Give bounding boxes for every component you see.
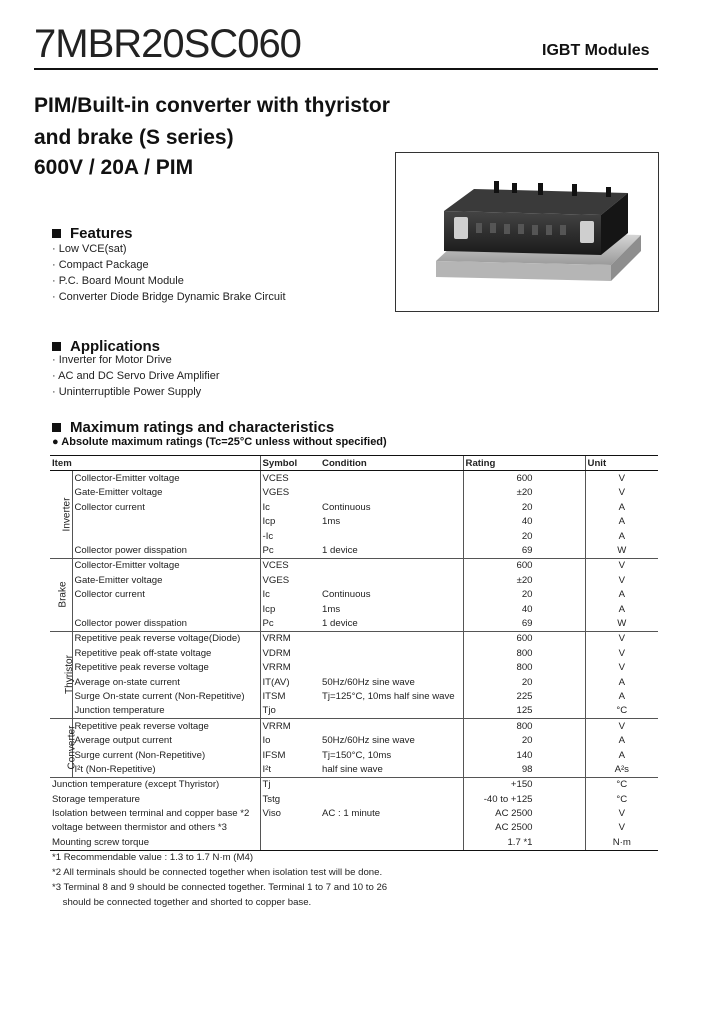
- cell-condition: [320, 558, 463, 573]
- cell-item: Gate-Emitter voltage: [72, 573, 260, 587]
- table-row: [50, 689, 658, 703]
- cell-condition: [320, 704, 463, 719]
- cell-unit: W: [585, 543, 658, 558]
- cell-rating: -40 to +125: [463, 792, 585, 806]
- cell-condition: 1 device: [320, 543, 463, 558]
- cell-symbol: Ic: [260, 500, 320, 514]
- column-header-rating: Rating: [463, 456, 585, 471]
- cell-symbol: [260, 821, 320, 835]
- table-row: [50, 733, 658, 747]
- cell-unit: V: [585, 558, 658, 573]
- cell-condition: Continuous: [322, 589, 371, 601]
- cell-unit: A²s: [585, 762, 658, 777]
- cell-item: Collector current: [72, 500, 260, 514]
- table-row: [50, 646, 658, 660]
- cell-rating: 20: [463, 529, 585, 543]
- cell-symbol: VRRM: [260, 719, 320, 734]
- feature-item: · Converter Diode Bridge Dynamic Brake Circuit: [52, 291, 286, 303]
- ratings-table: [50, 455, 658, 851]
- cell-condition: [320, 660, 463, 674]
- cell-symbol: Icp: [260, 515, 320, 529]
- cell-rating: 40: [463, 602, 585, 616]
- cell-symbol: VRRM: [260, 631, 320, 646]
- table-row: [50, 471, 658, 486]
- cell-condition: 1ms: [322, 603, 341, 615]
- cell-unit: A: [585, 675, 658, 689]
- cell-symbol: Icp: [260, 602, 320, 616]
- application-item: · AC and DC Servo Drive Amplifier: [52, 370, 220, 382]
- cell-condition: [320, 631, 463, 646]
- cell-item: Collector-Emitter voltage: [72, 558, 260, 573]
- cell-item: Junction temperature: [72, 704, 260, 719]
- cell-rating: ±20: [463, 486, 585, 500]
- cell-symbol: VCES: [260, 471, 320, 486]
- applications-heading: Applications: [52, 338, 160, 355]
- cell-condition: 50Hz/60Hz sine wave: [322, 676, 415, 688]
- cell-rating: AC 2500: [463, 806, 585, 820]
- cell-condition: 1 device: [320, 616, 463, 631]
- table-row: [50, 660, 658, 674]
- cell-rating: 20: [463, 500, 585, 514]
- cell-item: I²t (Non-Repetitive): [72, 762, 260, 777]
- cell-unit: V: [585, 719, 658, 734]
- table-row: [50, 777, 658, 792]
- table-row: [50, 806, 658, 820]
- cell-unit: A: [585, 588, 658, 602]
- cell-condition: Continuous: [322, 501, 371, 513]
- table-row: [50, 515, 658, 529]
- cell-symbol: I²t: [260, 762, 320, 777]
- cell-condition: [320, 835, 463, 850]
- footnote: should be connected together and shorted to copper base.: [52, 897, 312, 908]
- cell-symbol: VGES: [260, 573, 320, 587]
- cell-symbol: Viso: [260, 806, 320, 820]
- cell-symbol: Pc: [260, 616, 320, 631]
- square-bullet-icon: [52, 229, 61, 238]
- table-row: [50, 500, 658, 514]
- title-line-2: and brake (S series): [34, 126, 234, 149]
- cell-item: Repetitive peak reverse voltage(Diode): [72, 631, 260, 646]
- table-row: [50, 486, 658, 500]
- cell-unit: A: [585, 689, 658, 703]
- table-row: [50, 573, 658, 587]
- cell-item: Collector power disspation: [72, 616, 260, 631]
- cell-item: Repetitive peak off-state voltage: [72, 646, 260, 660]
- group-label: [50, 631, 75, 718]
- cell-item: voltage between thermistor and others *3: [52, 822, 227, 834]
- cell-condition: half sine wave: [320, 762, 463, 777]
- product-photo: [395, 152, 659, 312]
- cell-rating: 40: [463, 515, 585, 529]
- cell-rating: 600: [463, 631, 585, 646]
- cell-unit: A: [585, 733, 658, 747]
- group-label-text: Inverter: [61, 497, 73, 532]
- cell-item: Surge On-state current (Non-Repetitive): [72, 689, 260, 703]
- column-header-unit: Unit: [585, 456, 658, 471]
- table-row: [50, 631, 658, 646]
- header-divider: [34, 68, 658, 70]
- cell-item: [72, 529, 260, 543]
- application-item: · Inverter for Motor Drive: [52, 354, 172, 366]
- cell-condition: 50Hz/60Hz sine wave: [322, 735, 415, 747]
- group-label: [50, 471, 72, 558]
- cell-item: Surge current (Non-Repetitive): [72, 748, 260, 762]
- cell-rating: 69: [463, 543, 585, 558]
- cell-unit: A: [585, 529, 658, 543]
- absolute-ratings-subheading: ● Absolute maximum ratings (Tc=25°C unless without specified): [52, 436, 387, 448]
- cell-symbol: Io: [260, 733, 320, 747]
- cell-rating: 600: [463, 558, 585, 573]
- cell-rating: 800: [463, 646, 585, 660]
- cell-condition: [320, 646, 463, 660]
- footnote: *2 All terminals should be connected together when isolation test will be done.: [52, 867, 383, 878]
- cell-symbol: VCES: [260, 558, 320, 573]
- cell-symbol: Tstg: [260, 792, 320, 806]
- table-row: [50, 748, 658, 762]
- cell-rating: 225: [463, 689, 585, 703]
- cell-condition: [320, 821, 463, 835]
- cell-item: Collector current: [72, 588, 260, 602]
- feature-item: · P.C. Board Mount Module: [52, 275, 184, 287]
- column-header-item: Item: [50, 456, 260, 471]
- cell-symbol: IT(AV): [260, 675, 320, 689]
- table-row: [50, 616, 658, 631]
- product-category: IGBT Modules: [542, 42, 650, 59]
- cell-rating: 800: [463, 719, 585, 734]
- cell-item: Mounting screw torque: [50, 835, 260, 850]
- group-label-text: Brake: [57, 581, 69, 608]
- cell-unit: V: [585, 821, 658, 835]
- table-row: [50, 792, 658, 806]
- table-row: [50, 602, 658, 616]
- cell-rating: 69: [463, 616, 585, 631]
- cell-unit: V: [585, 660, 658, 674]
- table-header-row: [50, 456, 658, 471]
- cell-condition: [320, 573, 463, 587]
- cell-unit: A: [585, 602, 658, 616]
- table-row: [50, 543, 658, 558]
- cell-item: Isolation between terminal and copper base *2: [52, 808, 250, 820]
- cell-unit: °C: [585, 777, 658, 792]
- cell-symbol: IFSM: [260, 748, 320, 762]
- cell-item: [72, 602, 260, 616]
- group-label-text: Converter: [66, 725, 78, 770]
- table-row: [50, 558, 658, 573]
- cell-item: Average output current: [72, 733, 260, 747]
- cell-rating: ±20: [463, 573, 585, 587]
- cell-unit: V: [585, 631, 658, 646]
- cell-symbol: Pc: [260, 543, 320, 558]
- square-bullet-icon: [52, 342, 61, 351]
- cell-condition: [320, 471, 463, 486]
- cell-unit: W: [585, 616, 658, 631]
- feature-item: · Compact Package: [52, 259, 149, 271]
- cell-item: Storage temperature: [52, 793, 140, 805]
- cell-unit: V: [585, 573, 658, 587]
- table-row: [50, 762, 658, 777]
- cell-item: [72, 515, 260, 529]
- table-row: [50, 704, 658, 719]
- cell-item: Repetitive peak reverse voltage: [72, 660, 260, 674]
- cell-unit: °C: [585, 704, 658, 719]
- cell-item: Junction temperature (except Thyristor): [52, 779, 220, 791]
- part-number: 7MBR20SC060: [34, 22, 301, 66]
- square-bullet-icon: [52, 423, 61, 432]
- footnote: *1 Recommendable value : 1.3 to 1.7 N·m (M4): [52, 852, 254, 863]
- cell-unit: V: [585, 486, 658, 500]
- cell-rating: 20: [463, 733, 585, 747]
- cell-unit: A: [585, 500, 658, 514]
- cell-symbol: Tj: [260, 777, 320, 792]
- table-row: [50, 588, 658, 602]
- cell-rating: 140: [463, 748, 585, 762]
- cell-condition: 1ms: [322, 516, 341, 528]
- cell-rating: 20: [463, 675, 585, 689]
- cell-item: Gate-Emitter voltage: [72, 486, 260, 500]
- cell-symbol: Ic: [260, 588, 320, 602]
- cell-symbol: [260, 835, 320, 850]
- group-label: [50, 719, 78, 778]
- cell-unit: V: [585, 806, 658, 820]
- cell-unit: °C: [585, 792, 658, 806]
- cell-symbol: -Ic: [260, 529, 320, 543]
- cell-symbol: VDRM: [260, 646, 320, 660]
- cell-rating: 800: [463, 660, 585, 674]
- cell-condition: [320, 719, 463, 734]
- igbt-module-illustration: [396, 153, 658, 311]
- cell-rating: 20: [463, 588, 585, 602]
- cell-unit: V: [585, 471, 658, 486]
- cell-rating: AC 2500: [463, 821, 585, 835]
- cell-symbol: VGES: [260, 486, 320, 500]
- cell-unit: A: [585, 515, 658, 529]
- column-header-condition: Condition: [320, 456, 463, 471]
- cell-item: Average on-state current: [72, 675, 260, 689]
- cell-rating: +150: [463, 777, 585, 792]
- cell-rating: 600: [463, 471, 585, 486]
- column-header-symbol: Symbol: [260, 456, 320, 471]
- ratings-heading: Maximum ratings and characteristics: [52, 419, 334, 436]
- cell-symbol: VRRM: [260, 660, 320, 674]
- cell-condition: AC : 1 minute: [322, 808, 381, 820]
- features-heading: Features: [52, 225, 133, 242]
- footnote: *3 Terminal 8 and 9 should be connected together. Terminal 1 to 7 and 10 to 26: [52, 882, 388, 893]
- cell-item: Repetitive peak reverse voltage: [72, 719, 260, 734]
- table-row: [50, 529, 658, 543]
- cell-condition: Tj=125°C, 10ms half sine wave: [322, 690, 455, 702]
- cell-unit: V: [585, 646, 658, 660]
- cell-item: Collector power disspation: [72, 543, 260, 558]
- cell-rating: 1.7 *1: [463, 835, 585, 850]
- table-row: [50, 675, 658, 689]
- feature-item: · Low VCE(sat): [52, 243, 127, 255]
- cell-rating: 98: [463, 762, 585, 777]
- cell-condition: [320, 792, 463, 806]
- table-row: [50, 821, 658, 835]
- cell-condition: [320, 777, 463, 792]
- group-label-text: Thyristor: [63, 655, 75, 695]
- cell-unit: A: [585, 748, 658, 762]
- cell-rating: 125: [463, 704, 585, 719]
- cell-unit: N·m: [585, 835, 658, 850]
- group-label: [50, 558, 72, 631]
- application-item: · Uninterruptible Power Supply: [52, 386, 202, 398]
- table-row: [50, 835, 658, 850]
- cell-condition: Tj=150°C, 10ms: [322, 749, 392, 761]
- cell-symbol: Tjo: [260, 704, 320, 719]
- cell-condition: [320, 529, 463, 543]
- title-line-3: 600V / 20A / PIM: [34, 156, 194, 179]
- table-row: [50, 719, 658, 734]
- title-line-1: PIM/Built-in converter with thyristor: [34, 94, 390, 117]
- cell-item: Collector-Emitter voltage: [72, 471, 260, 486]
- cell-condition: [320, 486, 463, 500]
- cell-symbol: ITSM: [260, 689, 320, 703]
